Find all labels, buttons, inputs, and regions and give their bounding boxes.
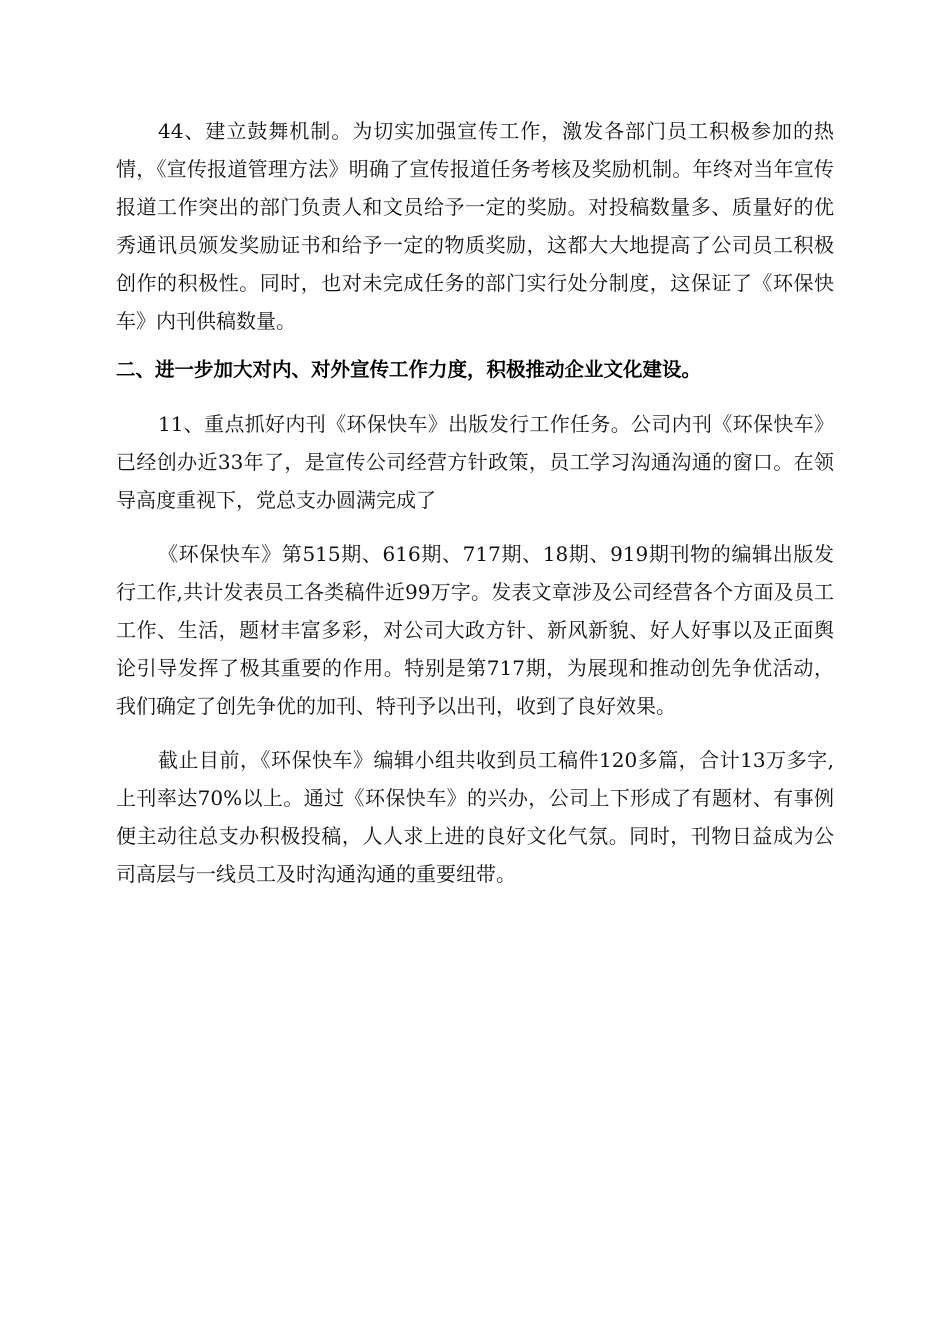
- section-heading: 二、进一步加大对内、对外宣传工作力度，积极推动企业文化建设。: [116, 358, 702, 381]
- document-body: [116, 112, 834, 893]
- paragraph-internal-publication: 11、重点抓好内刊《环保快车》出版发行工作任务。公司内刊《环保快车》已经创办近33年了，是宣传公司经营方针政策，员工学习沟通沟通的窗口。在领导高度重视下，党总支办圆满完成了: [116, 412, 834, 512]
- paragraph-incentive-mechanism: 44、建立鼓舞机制。为切实加强宣传工作，激发各部门员工积极参加的热情，《宣传报道管理方法》明确了宣传报道任务考核及奖励机制。年终对当年宣传报道工作突出的部门负责人和文员给予一定的奖励。对投稿数量多、质量好的优秀通讯员颁发奖励证书和给予一定的物质奖励，这都大大地提高了公司员工积极创作的积极性。同时，也对未完成任务的部门实行处分制度，这保证了《环保快车》内刊供稿数量。: [116, 119, 834, 333]
- paragraph-issues-published: 《环保快车》第515期、616期、717期、18期、919期刊物的编辑出版发行工作,共计发表员工各类稿件近99万字。发表文章涉及公司经营各个方面及员工工作、生活，题材丰富多彩，对公司大政方针、新风新貌、好人好事以及正面舆论引导发挥了极其重要的作用。特别是第717期，为展现和推动创先争优活动，我们确定了创先争优的加刊、特刊予以出刊，收到了良好效果。: [116, 542, 834, 718]
- paragraph-submissions-received: 截止目前，《环保快车》编辑小组共收到员工稿件120多篇，合计13万多字,上刊率达70%以上。通过《环保快车》的兴办，公司上下形成了有题材、有事例便主动往总支办积极投稿，人人求上进的良好文化气氛。同时，刊物日益成为公司高层与一线员工及时沟通沟通的重要纽带。: [116, 748, 834, 886]
